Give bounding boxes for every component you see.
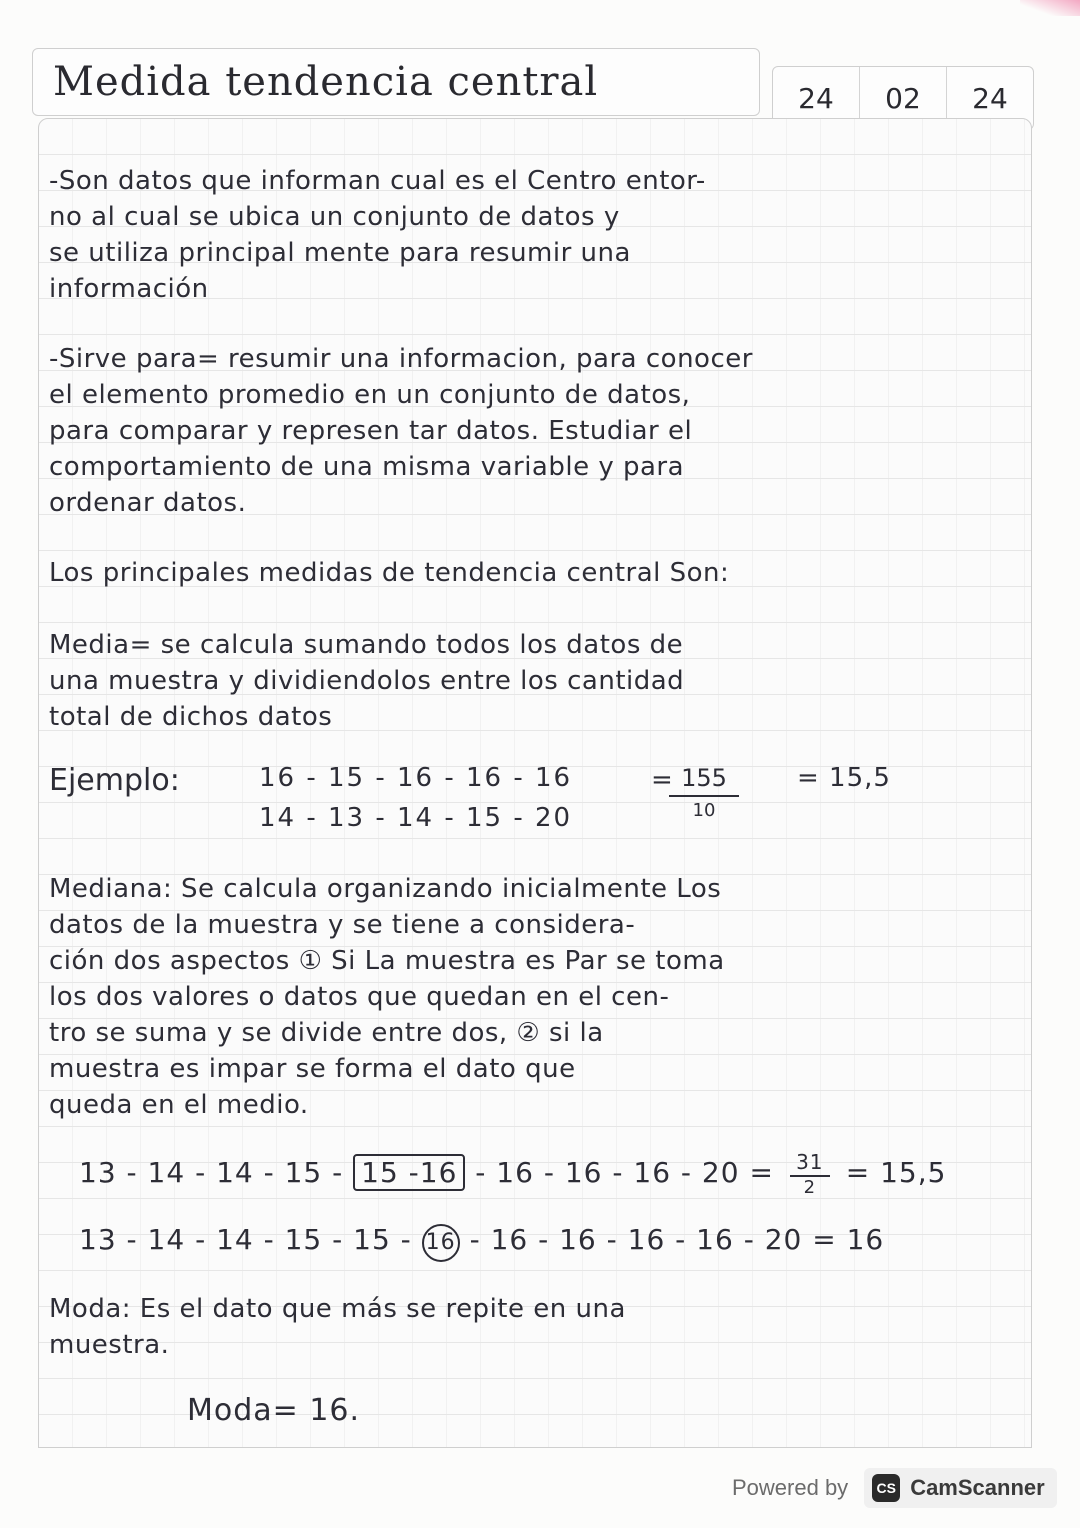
example-values-line-2: 14 - 13 - 14 - 15 - 20 <box>259 803 573 833</box>
example-denominator: 10 <box>692 800 716 821</box>
notebook-sheet <box>38 118 1032 1448</box>
page-title: Medida tendencia central <box>53 59 599 105</box>
even-seq-start: 13 - 14 - 14 - 15 - <box>79 1156 354 1189</box>
even-seq-end: - 16 - 16 - 16 - 20 = <box>465 1156 774 1189</box>
even-seq-middle-box: 15 -16 <box>353 1154 465 1191</box>
camscanner-brand: CamScanner <box>910 1475 1045 1500</box>
date-year: 24 <box>972 81 1008 115</box>
camscanner-logo-icon: CS <box>872 1474 900 1502</box>
camscanner-badge <box>864 1468 1057 1508</box>
example-label: Ejemplo: <box>49 763 180 798</box>
example-result: = 15,5 <box>797 763 891 793</box>
even-seq-numerator: 31 <box>790 1149 830 1177</box>
mediana-paragraph: Mediana: Se calcula organizando inicialmente Los datos de la muestra y se tiene a considera- ción dos aspectos ① Si La muestra es Par se toma los dos valores o datos que quedan en el cen- tro se suma y se divide entre dos, ② si la muestra es impar se forma el dato que queda en el medio. <box>49 874 725 1120</box>
date-month: 02 <box>860 67 947 129</box>
odd-seq-end: - 16 - 16 - 16 - 16 - 20 = 16 <box>459 1223 885 1256</box>
even-seq-denominator: 2 <box>803 1177 817 1198</box>
media-paragraph: Media= se calcula sumando todos los datos de una muestra y dividiendolos entre los cantidad total de dichos datos <box>49 630 685 732</box>
measures-heading: Los principales medidas de tendencia central Son: <box>49 558 730 588</box>
date-day: 24 <box>773 67 860 129</box>
odd-seq-start: 13 - 14 - 14 - 15 - 15 - <box>79 1223 422 1256</box>
median-even-sequence <box>79 1149 1019 1209</box>
even-seq-fraction <box>790 1149 830 1199</box>
moda-paragraph: Moda: Es el dato que más se repite en una muestra. <box>49 1294 626 1360</box>
moda-result: Moda= 16. <box>187 1393 361 1428</box>
odd-seq-middle-circle: 16 <box>422 1224 460 1262</box>
purpose-paragraph: -Sirve para= resumir una informacion, para conocer el elemento promedio en un conjunto de datos, para comparar y represen tar datos. Estudiar el comportamiento de una misma variable y para ordenar datos. <box>49 344 753 518</box>
page-corner-decoration <box>1020 0 1080 16</box>
even-seq-result: = 15,5 <box>845 1156 947 1189</box>
median-odd-sequence <box>79 1223 1019 1283</box>
title-box <box>32 48 760 116</box>
camscanner-watermark <box>732 1466 1057 1510</box>
example-equals: = <box>651 765 673 795</box>
example-values-line-1: 16 - 15 - 16 - 16 - 16 <box>259 763 573 793</box>
example-fraction <box>669 761 739 825</box>
definition-paragraph: -Son datos que informan cual es el Centro entor- no al cual se ubica un conjunto de datos y se utiliza principal mente para resumir una información <box>49 166 706 304</box>
media-example <box>49 759 1009 849</box>
example-numerator: 155 <box>669 761 739 797</box>
powered-by-text: Powered by <box>732 1475 849 1500</box>
